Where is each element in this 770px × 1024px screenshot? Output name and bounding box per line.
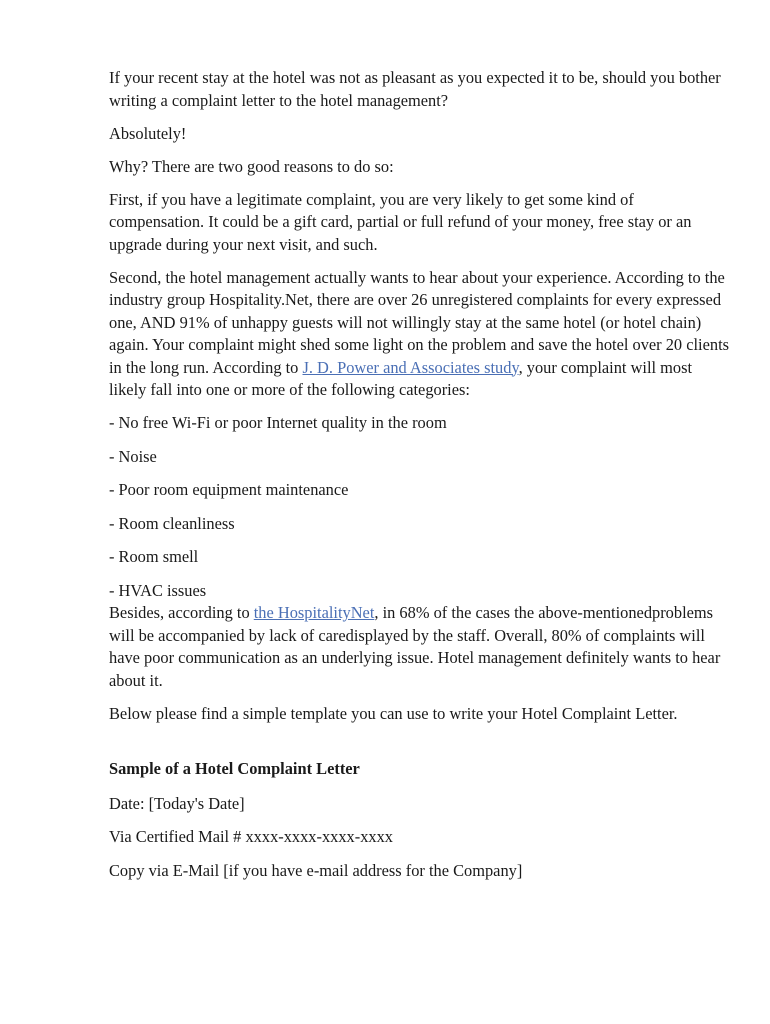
reason-second	[109, 267, 729, 402]
sample-certified-mail: Via Certified Mail # xxxx-xxxx-xxxx-xxxx	[109, 827, 393, 846]
category-item-noise: - Noise	[109, 446, 157, 466]
category-item-wifi: - No free Wi-Fi or poor Internet quality in the room	[109, 413, 447, 432]
reason-second-text-end: , your complaint will most likely fall into one or more of the following categories:	[109, 357, 693, 399]
category-item-maintenance: - Poor room equipment maintenance	[109, 480, 349, 499]
besides-text-end: , in 68% of the cases the above-mentionedproblems will be accompanied by lack of caredisplayed by the staff. Overall, 80% of complaints will have poor communication as an underlying issue. Hotel management definitely wants to hear about it.	[109, 603, 721, 690]
sample-date: Date: [Today's Date]	[109, 793, 245, 813]
template-intro: Below please find a simple template you can use to write your Hotel Complaint Letter.	[109, 703, 678, 723]
besides-paragraph	[109, 602, 729, 692]
category-item-smell: - Room smell	[109, 547, 199, 566]
intro-answer: Absolutely!	[109, 123, 187, 143]
category-item-cleanliness: - Room cleanliness	[109, 513, 235, 533]
category-list	[109, 412, 729, 602]
sample-email-copy: Copy via E-Mail [if you have e-mail address for the Company]	[109, 860, 523, 880]
besides-text: Besides, according to	[109, 603, 254, 622]
reason-first: First, if you have a legitimate complaint, you are very likely to get some kind of compensation. It could be a gift card, partial or full refund of your money, free stay or an upgrade during your next visit, and such.	[109, 189, 692, 254]
sample-heading: Sample of a Hotel Complaint Letter	[109, 759, 360, 778]
reason-second-text: Second, the hotel management actually wants to hear about your experience. According to the industry group Hospitality.Net, there are over 26 unregistered complaints for every expressed one, AND 91% of unhappy guests will not willingly stay at the same hotel (or hotel chain) again. Your complaint might shed some light on the problem and save the hotel over 20 clients in the long run. According to	[109, 267, 730, 377]
category-item-hvac: - HVAC issues	[109, 580, 207, 600]
hospitalitynet-link[interactable]: the HospitalityNet	[253, 603, 375, 622]
intro-question: If your recent stay at the hotel was not as pleasant as you expected it to be, should you bother writing a complaint letter to the hotel management?	[109, 68, 721, 110]
jd-power-study-link[interactable]: J. D. Power and Associates study	[302, 357, 519, 377]
intro-reasons: Why? There are two good reasons to do so:	[109, 156, 394, 176]
document-page	[109, 67, 729, 893]
